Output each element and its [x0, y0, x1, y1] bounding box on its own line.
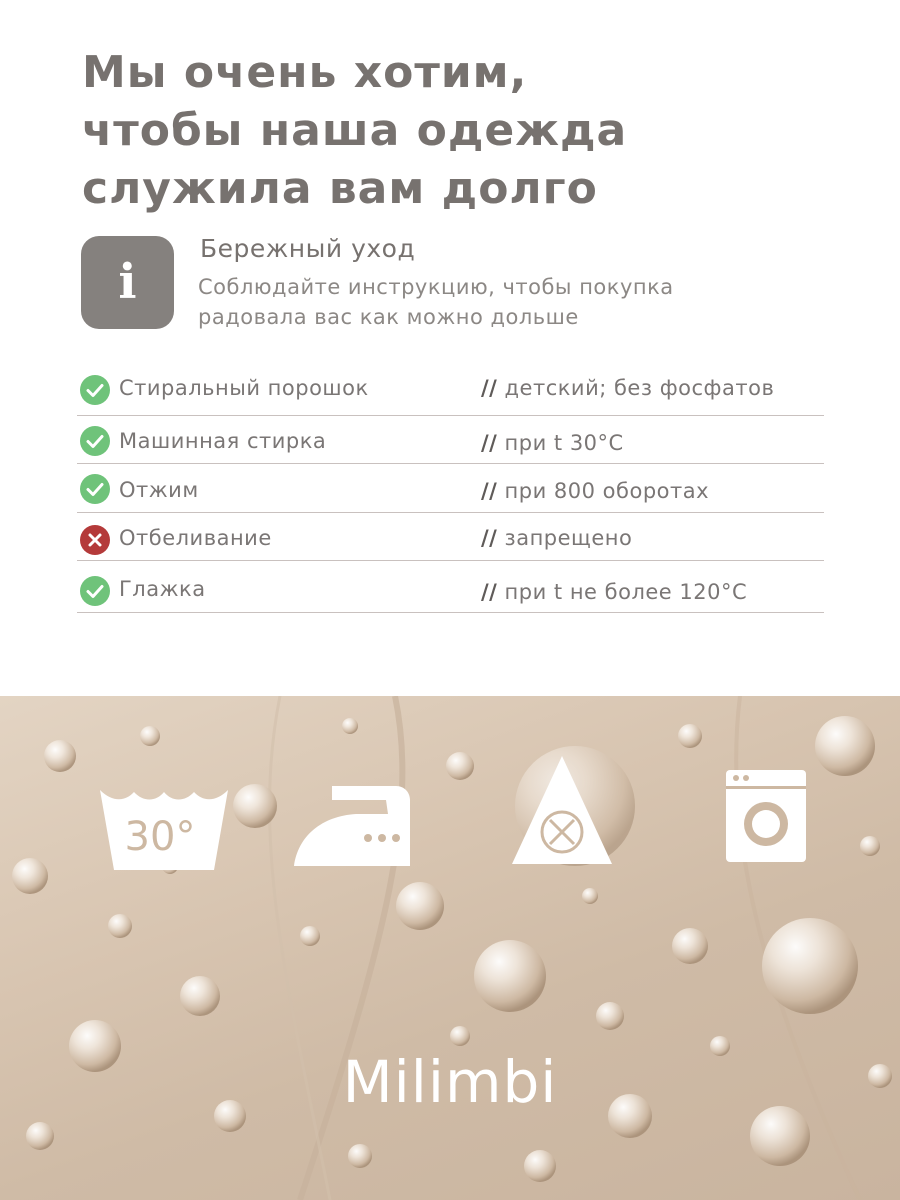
row-value [481, 431, 624, 455]
row-label: Глажка [119, 577, 206, 601]
row-label: Стиральный порошок [119, 376, 369, 400]
wash-30-icon [98, 784, 230, 874]
row-separator: // [481, 479, 498, 503]
care-subtitle-line-1: Соблюдайте инструкцию, чтобы покупка [198, 275, 674, 299]
check-icon [80, 474, 110, 504]
row-separator: // [481, 376, 498, 400]
care-row-machine-wash [77, 416, 824, 464]
row-value [481, 376, 774, 400]
brand-logo: Milimbi [342, 1048, 558, 1116]
check-icon [80, 576, 110, 606]
headline-line-2: чтобы наша одежда [82, 105, 628, 156]
row-value-text: запрещено [504, 526, 633, 550]
care-title: Бережный уход [200, 234, 416, 263]
row-value-text: детский; без фосфатов [504, 376, 775, 400]
row-value-text: при t 30°C [504, 431, 624, 455]
fabric-photo [0, 696, 900, 1200]
headline-line-3: служила вам долго [82, 163, 598, 214]
care-row-detergent [77, 366, 824, 416]
info-icon [81, 236, 174, 329]
wash-temperature: 30° [124, 814, 196, 860]
row-separator: // [481, 580, 498, 604]
row-separator: // [481, 526, 498, 550]
row-value-text: при 800 оборотах [504, 479, 710, 503]
row-label: Отбеливание [119, 526, 272, 550]
care-instructions-list [77, 366, 824, 613]
row-value [481, 526, 632, 550]
headline-line-1: Мы очень хотим, [82, 47, 528, 98]
care-row-bleach [77, 513, 824, 561]
washing-machine-icon [726, 770, 806, 862]
row-value-text: при t не более 120°C [504, 580, 748, 604]
cross-icon [80, 525, 110, 555]
care-subtitle [198, 272, 858, 332]
care-subtitle-line-2: радовала вас как можно дольше [198, 305, 579, 329]
row-value [481, 580, 747, 604]
check-icon [80, 426, 110, 456]
no-bleach-icon [510, 754, 614, 866]
care-row-spin [77, 464, 824, 513]
row-separator: // [481, 431, 498, 455]
iron-icon [292, 776, 414, 868]
row-label: Отжим [119, 478, 199, 502]
row-label: Машинная стирка [119, 429, 327, 453]
row-value [481, 479, 709, 503]
headline [82, 44, 842, 218]
check-icon [80, 375, 110, 405]
care-row-ironing [77, 561, 824, 613]
info-letter: i [118, 254, 137, 310]
